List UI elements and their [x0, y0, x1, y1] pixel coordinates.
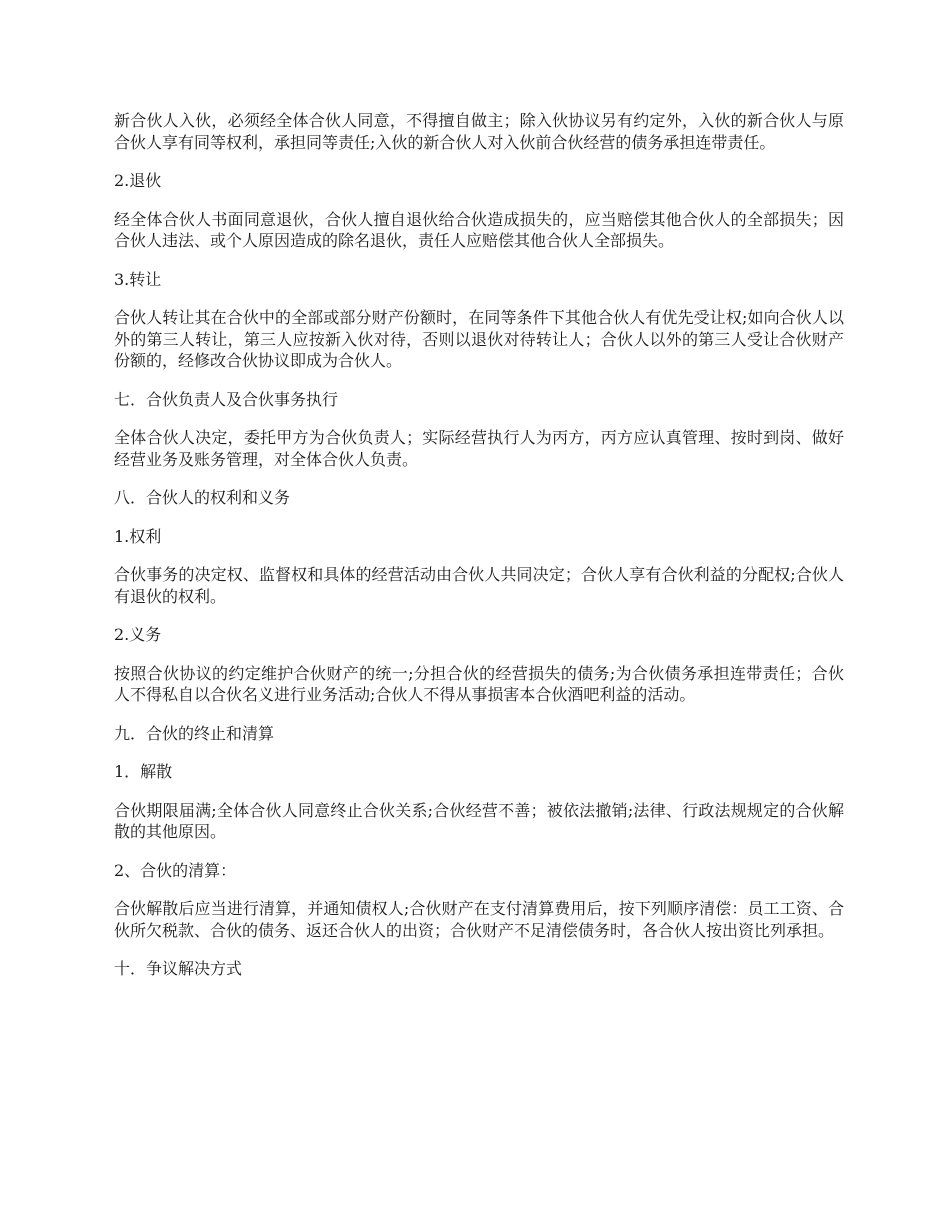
heading-transfer: 3.转让: [114, 269, 162, 289]
heading-section-ten: 十．争议解决方式: [114, 959, 243, 978]
paragraph-liquidation: 合伙解散后应当进行清算，并通知债权人;合伙财产在支付清算费用后，按下列顺序清偿：员工工资、合伙所欠税款、合伙的债务、返还合伙人的出资；合伙财产不足清偿债务时，各合伙人按出资比列承担。: [114, 899, 844, 940]
document-body: [114, 110, 844, 997]
paragraph-dissolution: 合伙期限届满;全体合伙人同意终止合伙关系;合伙经营不善；被依法撤销;法律、行政法规规定的合伙解散的其他原因。: [114, 800, 844, 841]
paragraph-responsible-person: 全体合伙人决定，委托甲方为合伙负责人；实际经营执行人为丙方，丙方应认真管理、按时到岗、做好经营业务及账务管理，对全体合伙人负责。: [114, 428, 844, 469]
paragraph-withdrawal: 经全体合伙人书面同意退伙，合伙人擅自退伙给合伙造成损失的，应当赔偿其他合伙人的全部损失；因合伙人违法、或个人原因造成的除名退伙，责任人应赔偿其他合伙人全部损失。: [114, 209, 844, 250]
paragraph-obligations: 按照合伙协议的约定维护合伙财产的统一;分担合伙的经营损失的债务;为合伙债务承担连带责任；合伙人不得私自以合伙名义进行业务活动;合伙人不得从事损害本合伙酒吧利益的活动。: [114, 663, 844, 704]
heading-section-nine: 九．合伙的终止和清算: [114, 723, 275, 743]
heading-liquidation: 2、合伙的清算：: [114, 860, 237, 880]
paragraph-transfer: 合伙人转让其在合伙中的全部或部分财产份额时，在同等条件下其他合伙人有优先受让权;如向合伙人以外的第三人转让，第三人应按新入伙对待，否则以退伙对待转让人；合伙人以外的第三人受让合伙财产份额的，经修改合伙协议即成为合伙人。: [114, 308, 844, 370]
heading-section-seven: 七．合伙负责人及合伙事务执行: [114, 389, 339, 409]
heading-withdrawal: 2.退伙: [114, 171, 162, 190]
paragraph-admission: 新合伙人入伙，必须经全体合伙人同意，不得擅自做主；除入伙协议另有约定外，入伙的新合伙人与原合伙人享有同等权利，承担同等责任;入伙的新合伙人对入伙前合伙经营的债务承担连带责任。: [114, 111, 844, 152]
heading-obligations: 2.义务: [114, 625, 162, 644]
heading-rights: 1.权利: [114, 526, 162, 546]
heading-section-eight: 八．合伙人的权利和义务: [114, 488, 291, 507]
paragraph-rights: 合伙事务的决定权、监督权和具体的经营活动由合伙人共同决定；合伙人享有合伙利益的分配权;合伙人有退伙的权利。: [114, 565, 844, 606]
heading-dissolution: 1．解散: [114, 762, 173, 781]
